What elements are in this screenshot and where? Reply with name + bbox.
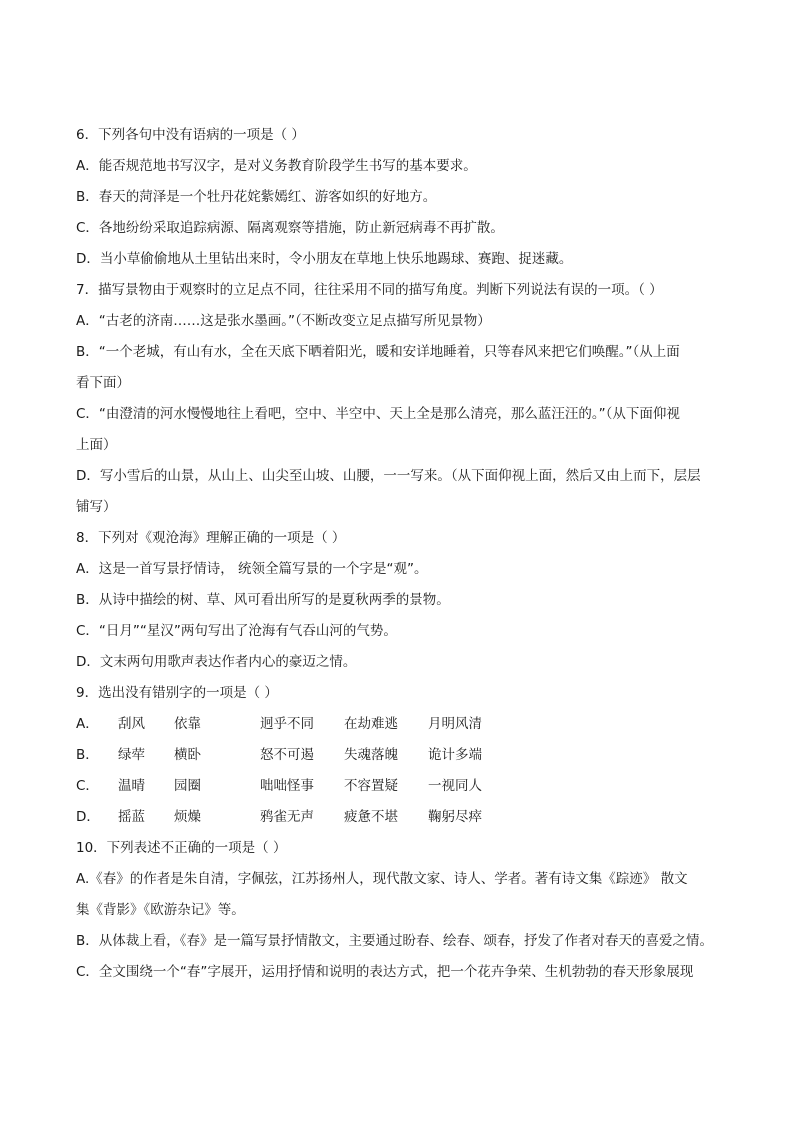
option-word: 在劫难逃: [344, 716, 398, 732]
question-10-stem: 10．下列表述不正确的一项是（ ）: [76, 840, 287, 856]
question-8-stem: 8．下列对《观沧海》理解正确的一项是（ ）: [76, 530, 346, 546]
question-10-option-a-line-1: A.《春》的作者是朱自清，字佩弦，江苏扬州人，现代散文家、诗人、学者。著有诗文集《踪迹》 散文: [76, 871, 688, 887]
question-6-option-d: D．当小草偷偷地从土里钻出来时，令小朋友在草地上快乐地踢球、赛跑、捉迷藏。: [76, 251, 573, 267]
question-8-option-c: C．“日月”“星汉”两句写出了沧海有气吞山河的气势。: [76, 623, 397, 639]
option-word: 鞠躬尽瘁: [428, 809, 482, 825]
option-word: 鸦雀无声: [260, 809, 314, 825]
option-label: B．: [76, 747, 99, 763]
option-word: 不容置疑: [344, 778, 398, 794]
option-word: 怒不可遏: [260, 747, 314, 763]
question-8-option-a: A．这是一首写景抒情诗， 统领全篇写景的一个字是“观”。: [76, 561, 428, 577]
option-word: 摇蓝: [118, 809, 145, 825]
question-list: [76, 120, 718, 988]
option-word: 月明风清: [428, 716, 482, 732]
question-9-option-d: [76, 802, 718, 833]
question-6-option-a: A．能否规范地书写汉字，是对义务教育阶段学生书写的基本要求。: [76, 158, 477, 174]
question-7-stem: 7．描写景物由于观察时的立足点不同，往往采用不同的描写角度。判断下列说法有误的一项。（ ）: [76, 282, 663, 298]
question-7-option-c-line-1: C．“由澄清的河水慢慢地往上看吧，空中、半空中、天上全是那么清亮，那么蓝汪汪的。”（从下面仰视: [76, 406, 680, 422]
question-8-option-b: B．从诗中描绘的树、草、风可看出所写的是夏秋两季的景物。: [76, 592, 450, 608]
question-9-option-b: [76, 740, 718, 771]
option-word: 失魂落魄: [344, 747, 398, 763]
question-9-option-c: [76, 771, 718, 802]
question-7-option-d-line-1: D．写小雪后的山景，从山上、山尖至山坡、山腰，一一写来。（从下面仰视上面，然后又由上而下，层层: [76, 468, 701, 484]
option-word: 绿荦: [118, 747, 145, 763]
question-7-option-b-line-1: B．“一个老城，有山有水，全在天底下晒着阳光，暖和安详地睡着，只等春风来把它们唤醒。”（从上面: [76, 344, 680, 360]
question-6-option-c: C．各地纷纷采取追踪病源、隔离观察等措施，防止新冠病毒不再扩散。: [76, 220, 504, 236]
question-7-option-b-line-2: 看下面）: [76, 375, 130, 391]
option-label: A．: [76, 716, 99, 732]
option-word: 迥乎不同: [260, 716, 314, 732]
question-10-option-c: C．全文围绕一个“春”字展开，运用抒情和说明的表达方式，把一个花卉争荣、生机勃勃的春天形象展现: [76, 964, 694, 980]
question-10-option-b: B．从体裁上看，《春》是一篇写景抒情散文，主要通过盼春、绘春、颂春，抒发了作者对春天的喜爱之情。: [76, 933, 714, 949]
question-9-option-a: [76, 709, 718, 740]
option-word: 温晴: [118, 778, 145, 794]
option-word: 横卧: [174, 747, 201, 763]
option-word: 刮风: [118, 716, 145, 732]
question-7-option-a: A．“古老的济南……这是张水墨画。”（不断改变立足点描写所见景物）: [76, 313, 491, 329]
question-6-option-b: B．春天的菏泽是一个牡丹花姹紫嫣红、游客如织的好地方。: [76, 189, 437, 205]
option-word: 依靠: [174, 716, 201, 732]
question-10-option-a-line-2: 集《背影》《欧游杂记》等。: [76, 902, 245, 918]
option-word: 烦燥: [174, 809, 201, 825]
question-9-stem: 9．选出没有错别字的一项是（ ）: [76, 685, 278, 701]
option-word: 疲惫不堪: [344, 809, 398, 825]
option-word: 一视同人: [428, 778, 482, 794]
option-word: 园圈: [174, 778, 201, 794]
option-label: C．: [76, 778, 99, 794]
question-7-option-c-line-2: 上面）: [76, 437, 117, 453]
option-label: D．: [76, 809, 100, 825]
question-7-option-d-line-2: 铺写）: [76, 499, 117, 515]
question-8-option-d: D．文末两句用歌声表达作者内心的豪迈之情。: [76, 654, 357, 670]
question-6-stem: 6．下列各句中没有语病的一项是（ ）: [76, 127, 305, 143]
option-word: 诡计多端: [428, 747, 482, 763]
option-word: 咄咄怪事: [260, 778, 314, 794]
